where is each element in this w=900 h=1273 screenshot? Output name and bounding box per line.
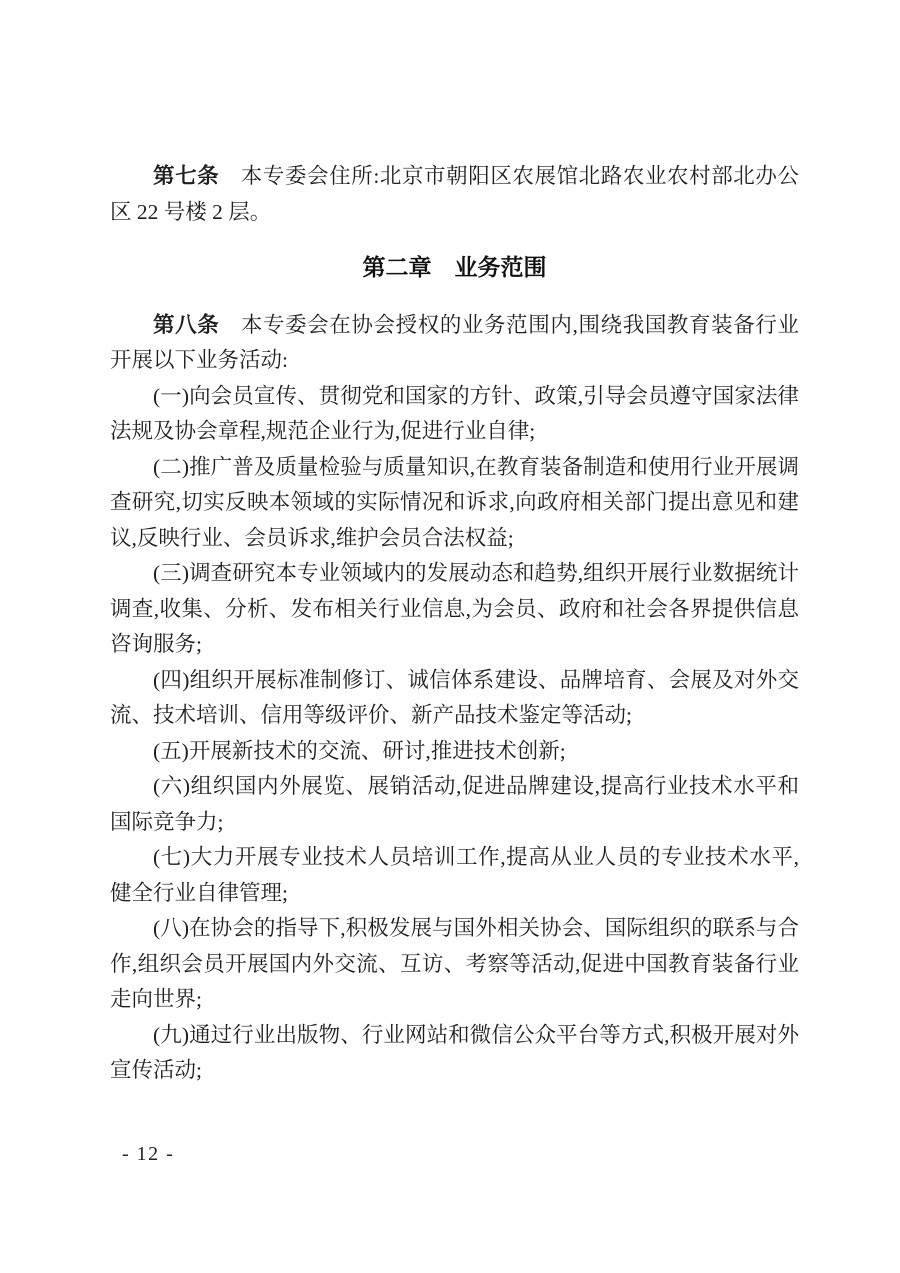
article-8-item-6: (六)组织国内外展览、展销活动,促进品牌建设,提高行业技术水平和国际竞争力; [110,774,799,834]
article-8-item-8: (八)在协会的指导下,积极发展与国外相关协会、国际组织的联系与合作,组织会员开展国内外交流、互访、考察等活动,促进中国教育装备行业走向世界; [110,916,799,1011]
article-8-item-3: (三)调查研究本专业领域内的发展动态和趋势,组织开展行业数据统计调查,收集、分析、发布相关行业信息,为会员、政府和社会各界提供信息咨询服务; [110,561,799,656]
chapter-2-heading: 第二章 业务范围 [362,254,547,280]
article-8-item-9: (九)通过行业出版物、行业网站和微信公众平台等方式,积极开展对外宣传活动; [110,1022,799,1082]
article-8-item-list [110,379,799,1089]
article-7-paragraph [110,159,799,230]
article-8-item-7: (七)大力开展专业技术人员培训工作,提高从业人员的专业技术水平,健全行业自律管理; [110,845,799,905]
article-8-item-4: (四)组织开展标准制修订、诚信体系建设、品牌培育、会展及对外交流、技术培训、信用等级评价、新产品技术鉴定等活动; [110,667,799,727]
article-7-text: 本专委会住所:北京市朝阳区农展馆北路农业农村部北办公区 22 号楼 2 层。 [110,164,799,224]
article-8-text: 本专委会在协会授权的业务范围内,围绕我国教育装备行业开展以下业务活动: [110,312,799,372]
article-7-label: 第七条 [153,164,220,188]
article-8-item-1: (一)向会员宣传、贯彻党和国家的方针、政策,引导会员遵守国家法律法规及协会章程,规范企业行为,促进行业自律; [110,383,799,443]
page-number: - 12 - [122,1143,175,1165]
document-body [110,159,799,1089]
article-8-item-2: (二)推广普及质量检验与质量知识,在教育装备制造和使用行业开展调查研究,切实反映本领域的实际情况和诉求,向政府相关部门提出意见和建议,反映行业、会员诉求,维护会员合法权益; [110,454,799,550]
article-8-paragraph [110,308,799,379]
article-8-item-5: (五)开展新技术的交流、研讨,推进技术创新; [153,738,566,763]
article-8-label: 第八条 [153,312,220,337]
